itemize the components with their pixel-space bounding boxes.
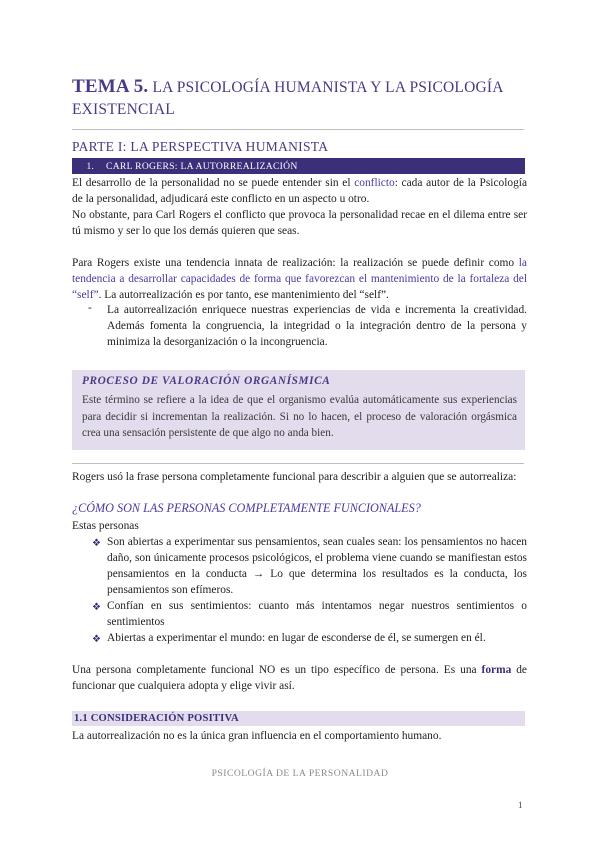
bullet-item: Abiertas a experimentar el mundo: en lugar de esconderse de él, se sumergen en él. [107,632,486,644]
paragraph-text: El desarrollo de la personalidad no se puede entender sin el [72,177,355,189]
paragraph-text: Para Rogers existe una tendencia innata de realización: la realización se puede definir como [72,257,519,269]
subsection-heading [72,711,525,726]
dash-marker: - [88,302,92,314]
dash-list-item: La autorrealización enriquece nuestras experiencias de vida e incrementa la creatividad. Además fomenta la congruencia, la integridad o la integración dentro de la persona y minimiza la desorganización o la incongruencia. [107,304,527,348]
section-heading-bar [72,158,525,174]
page-footer: PSICOLOGÍA DE LA PERSONALIDAD [211,768,389,779]
paragraph-influence: La autorrealización no es la única gran influencia en el comportamiento humano. [72,730,442,742]
estas-personas-label: Estas personas [72,520,139,532]
subsection-title: 1.1 CONSIDERACIÓN POSITIVA [74,713,239,724]
paragraph-text: Una persona completamente funcional NO es un tipo específico de persona. Es una [72,664,482,676]
paragraph-rogers-dilemma: No obstante, para Carl Rogers el conflicto que provoca la personalidad recae en el dilema entre ser tú mismo y ser lo que los demás quieren que seas. [72,209,527,237]
bullet-diamond-icon: ❖ [92,634,101,645]
paragraph-fully-functional: Rogers usó la frase persona completamente funcional para describir a alguien que se autorrealiza: [72,471,517,483]
callout-text: Este término se refiere a la idea de que el organismo evalúa automáticamente sus experiencias para decidir si incrementan la realización. Si no lo hacen, el proceso de valoración orgásmica crea una sensación persistente de que algo no anda bien. [82,394,517,439]
forma-emphasis: forma [481,664,512,676]
question-heading: ¿CÓMO SON LAS PERSONAS COMPLETAMENTE FUNCIONALES? [72,501,421,515]
section-number: 1. [86,161,94,171]
section-title: CARL ROGERS: LA AUTORREALIZACIÓN [106,161,298,172]
paragraph-text: . La autorrealización es por tanto, ese mantenimiento del “self”. [98,289,389,301]
paragraph-text: de funcionar que cualquiera adopta y elige vivir así. [72,664,527,692]
callout-title: PROCESO DE VALORACIÓN ORGANÍSMICA [82,375,331,387]
tema-label: TEMA 5. [72,76,149,97]
title-line-2: EXISTENCIAL [72,101,175,118]
bullet-item: Confían en sus sentimientos: cuanto más intentamos negar nuestros sentimientos o sentimientos [107,600,527,628]
title-line-1: LA PSICOLOGÍA HUMANISTA Y LA PSICOLOGÍA [152,79,504,96]
conflict-highlight: conflicto [354,177,395,189]
page-number: 1 [518,800,523,810]
paragraph-form [72,662,527,694]
realization-highlight: la tendencia a desarrollar capacidades de forma que favorezcan el mantenimiento de la fortaleza del “self” [72,257,527,301]
document-title [72,76,532,121]
paragraph-realization [72,255,527,303]
bullet-item: Son abiertas a experimentar sus pensamientos, sean cuales sean: los pensamientos no hacen daño, son únicamente procesos psicológicos, el problema viene cuando se manifiestan estos pensamientos en la conducta → Lo que determina los resultados es la conducta, los pensamientos son efímeros. [107,536,527,596]
bullet-diamond-icon: ❖ [92,602,101,613]
bullet-diamond-icon: ❖ [92,538,101,549]
paragraph-conflict [72,175,527,207]
callout-divider [72,463,524,464]
part-heading: PARTE I: LA PERSPECTIVA HUMANISTA [72,139,329,154]
callout-box [72,370,525,450]
title-divider [72,129,524,130]
paragraph-text: : cada autor de la Psicología de la personalidad, adjudicará este conflicto en un aspecto u otro. [72,177,527,205]
